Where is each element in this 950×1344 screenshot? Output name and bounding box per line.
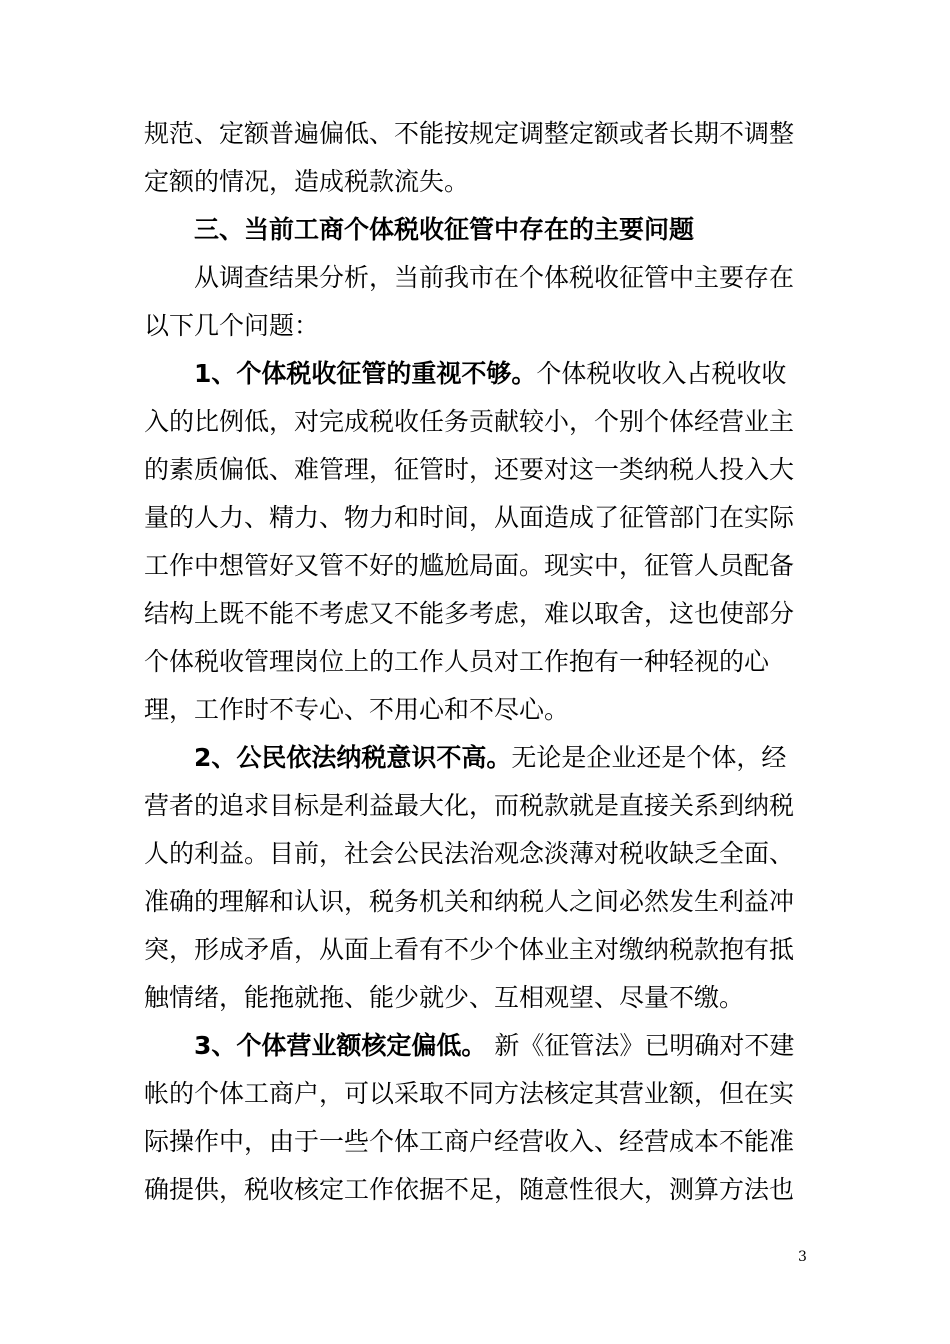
text-line — [144, 878, 820, 926]
text-line — [144, 302, 820, 350]
body-text: 帐的个体工商户，可以采取不同方法核定其营业额，但在实 — [144, 1079, 795, 1108]
text-line — [144, 254, 820, 302]
body-text: 营者的追求目标是利益最大化，而税款就是直接关系到纳税 — [144, 791, 795, 820]
page-number: 3 — [798, 1249, 807, 1265]
body-text: 的素质偏低、难管理，征管时，还要对这一类纳税人投入大 — [144, 455, 795, 484]
body-text: 理，工作时不专心、不用心和不尽心。 — [144, 695, 570, 724]
text-line — [144, 110, 820, 158]
body-text: 人的利益。目前，社会公民法治观念淡薄对税收缺乏全面、 — [144, 839, 795, 868]
text-line — [144, 1118, 820, 1166]
body-text: 入的比例低，对完成税收任务贡献较小，个别个体经营业主 — [144, 407, 795, 436]
body-text: 个体税收管理岗位上的工作人员对工作抱有一种轻视的心 — [144, 647, 770, 676]
text-line — [144, 1022, 820, 1070]
text-line — [144, 734, 820, 782]
body-text: 准确的理解和认识，税务机关和纳税人之间必然发生利益冲 — [144, 887, 795, 916]
body-text: 量的人力、精力、物力和时间，从面造成了征管部门在实际 — [144, 503, 795, 532]
body-text: 突，形成矛盾，从面上看有不少个体业主对缴纳税款抱有抵 — [144, 935, 795, 964]
bold-heading-text: 1、个体税收征管的重视不够。 — [194, 359, 537, 388]
bold-heading-text: 2、公民依法纳税意识不高。 — [194, 743, 512, 772]
text-line — [144, 926, 820, 974]
body-text: 以下几个问题： — [144, 311, 320, 340]
text-line — [144, 446, 820, 494]
text-line — [144, 158, 820, 206]
text-line — [144, 782, 820, 830]
document-body — [144, 110, 820, 1214]
bold-heading-text: 三、当前工商个体税收征管中存在的主要问题 — [194, 215, 695, 244]
body-text: 结构上既不能不考虑又不能多考虑，难以取舍，这也使部分 — [144, 599, 795, 628]
text-line — [144, 542, 820, 590]
body-text: 无论是企业还是个体，经 — [511, 743, 787, 772]
body-text: 规范、定额普遍偏低、不能按规定调整定额或者长期不调整 — [144, 119, 795, 148]
text-line — [144, 350, 820, 398]
text-line — [144, 398, 820, 446]
text-line — [144, 1070, 820, 1118]
text-line — [144, 494, 820, 542]
text-line — [144, 206, 820, 254]
text-line — [144, 590, 820, 638]
body-text: 个体税收收入占税收收 — [536, 359, 787, 388]
body-text: 从调查结果分析，当前我市在个体税收征管中主要存在 — [194, 263, 795, 292]
text-line — [144, 686, 820, 734]
text-line — [144, 1166, 820, 1214]
text-line — [144, 974, 820, 1022]
body-text: 触情绪，能拖就拖、能少就少、互相观望、尽量不缴。 — [144, 983, 745, 1012]
body-text: 新《征管法》已明确对不建 — [486, 1031, 795, 1060]
body-text: 确提供，税收核定工作依据不足，随意性很大，测算方法也 — [144, 1175, 795, 1204]
text-line — [144, 638, 820, 686]
body-text: 际操作中，由于一些个体工商户经营收入、经营成本不能准 — [144, 1127, 795, 1156]
bold-heading-text: 3、个体营业额核定偏低。 — [194, 1031, 487, 1060]
text-line — [144, 830, 820, 878]
body-text: 定额的情况，造成税款流失。 — [144, 167, 470, 196]
body-text: 工作中想管好又管不好的尴尬局面。现实中，征管人员配备 — [144, 551, 795, 580]
